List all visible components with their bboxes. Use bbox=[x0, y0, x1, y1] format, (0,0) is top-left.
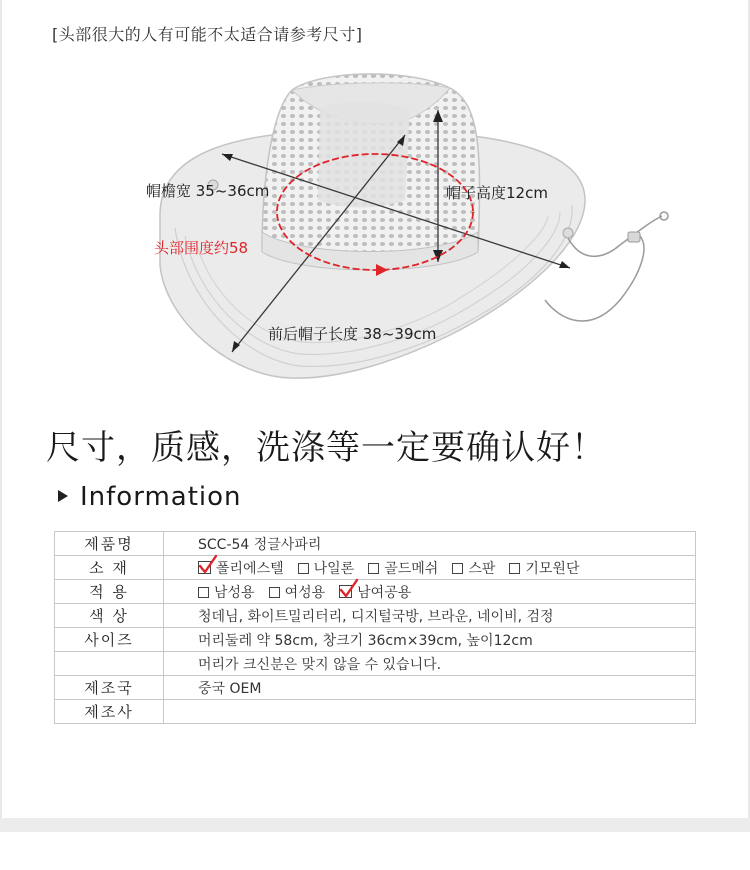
row-label: 제조사 bbox=[55, 700, 164, 724]
material-options bbox=[164, 556, 696, 580]
row-value: 머리둘레 약 58cm, 창크기 36cm×39cm, 높이12cm bbox=[164, 628, 696, 652]
information-heading bbox=[58, 482, 242, 512]
checkbox-option[interactable] bbox=[269, 582, 326, 602]
checkbox-icon[interactable] bbox=[198, 587, 209, 598]
checked-checkbox-icon[interactable] bbox=[339, 585, 352, 598]
row-label bbox=[55, 652, 164, 676]
row-label: 제조국 bbox=[55, 676, 164, 700]
head-circumference-label: 头部围度约58 bbox=[154, 239, 249, 257]
brim-width-label: 帽檐宽 35~36cm bbox=[146, 182, 270, 200]
row-label: 색 상 bbox=[55, 604, 164, 628]
checkbox-label: 나일론 bbox=[313, 560, 355, 577]
row-label: 사이즈 bbox=[55, 628, 164, 652]
table-row bbox=[55, 556, 696, 580]
checkbox-label: 여성용 bbox=[284, 584, 326, 601]
checkbox-icon[interactable] bbox=[452, 563, 463, 574]
chin-cord bbox=[568, 216, 662, 256]
table-row bbox=[55, 580, 696, 604]
checkbox-label: 폴리에스텔 bbox=[216, 560, 284, 577]
table-row bbox=[55, 604, 696, 628]
checkbox-option[interactable] bbox=[339, 582, 411, 602]
hat-diagram bbox=[0, 0, 750, 400]
checkbox-icon[interactable] bbox=[509, 563, 520, 574]
row-label: 제품명 bbox=[55, 532, 164, 556]
row-value: 머리가 크신분은 맞지 않을 수 있습니다. bbox=[164, 652, 696, 676]
headline: 尺寸，质感，洗涤等一定要确认好！ bbox=[46, 428, 606, 468]
row-value: SCC-54 정글사파리 bbox=[164, 532, 696, 556]
size-note: [头部很大的人有可能不太适合请参考尺寸] bbox=[52, 25, 363, 44]
row-value bbox=[164, 700, 696, 724]
spec-table bbox=[54, 531, 696, 724]
row-label: 소 재 bbox=[55, 556, 164, 580]
checkbox-option[interactable] bbox=[198, 582, 255, 602]
checkbox-option[interactable] bbox=[368, 558, 438, 578]
checkbox-label: 기모원단 bbox=[525, 560, 580, 577]
bottom-band bbox=[0, 818, 750, 832]
checkbox-icon[interactable] bbox=[368, 563, 379, 574]
checkbox-option[interactable] bbox=[452, 558, 495, 578]
row-label: 적 용 bbox=[55, 580, 164, 604]
table-row bbox=[55, 628, 696, 652]
table-row bbox=[55, 676, 696, 700]
checkbox-label: 골드메쉬 bbox=[384, 560, 439, 577]
checkbox-option[interactable] bbox=[298, 558, 355, 578]
table-row bbox=[55, 532, 696, 556]
checkbox-option[interactable] bbox=[198, 558, 284, 578]
checkbox-label: 남성용 bbox=[214, 584, 255, 601]
crown-height-label: 帽子高度12cm bbox=[446, 184, 548, 202]
checked-checkbox-icon[interactable] bbox=[198, 561, 211, 574]
information-heading-text: Information bbox=[80, 482, 242, 512]
table-row bbox=[55, 652, 696, 676]
row-value: 청데님, 화이트밀리터리, 디지털국방, 브라운, 네이비, 검정 bbox=[164, 604, 696, 628]
checkbox-icon[interactable] bbox=[298, 563, 309, 574]
checkbox-label: 남여공용 bbox=[357, 584, 412, 601]
checkbox-label: 스판 bbox=[468, 560, 496, 577]
checkbox-option[interactable] bbox=[509, 558, 579, 578]
usage-options bbox=[164, 580, 696, 604]
row-value: 중국 OEM bbox=[164, 676, 696, 700]
front-back-length-label: 前后帽子长度 38~39cm bbox=[268, 325, 437, 343]
table-row bbox=[55, 700, 696, 724]
triangle-bullet-icon bbox=[58, 490, 68, 502]
checkbox-icon[interactable] bbox=[269, 587, 280, 598]
